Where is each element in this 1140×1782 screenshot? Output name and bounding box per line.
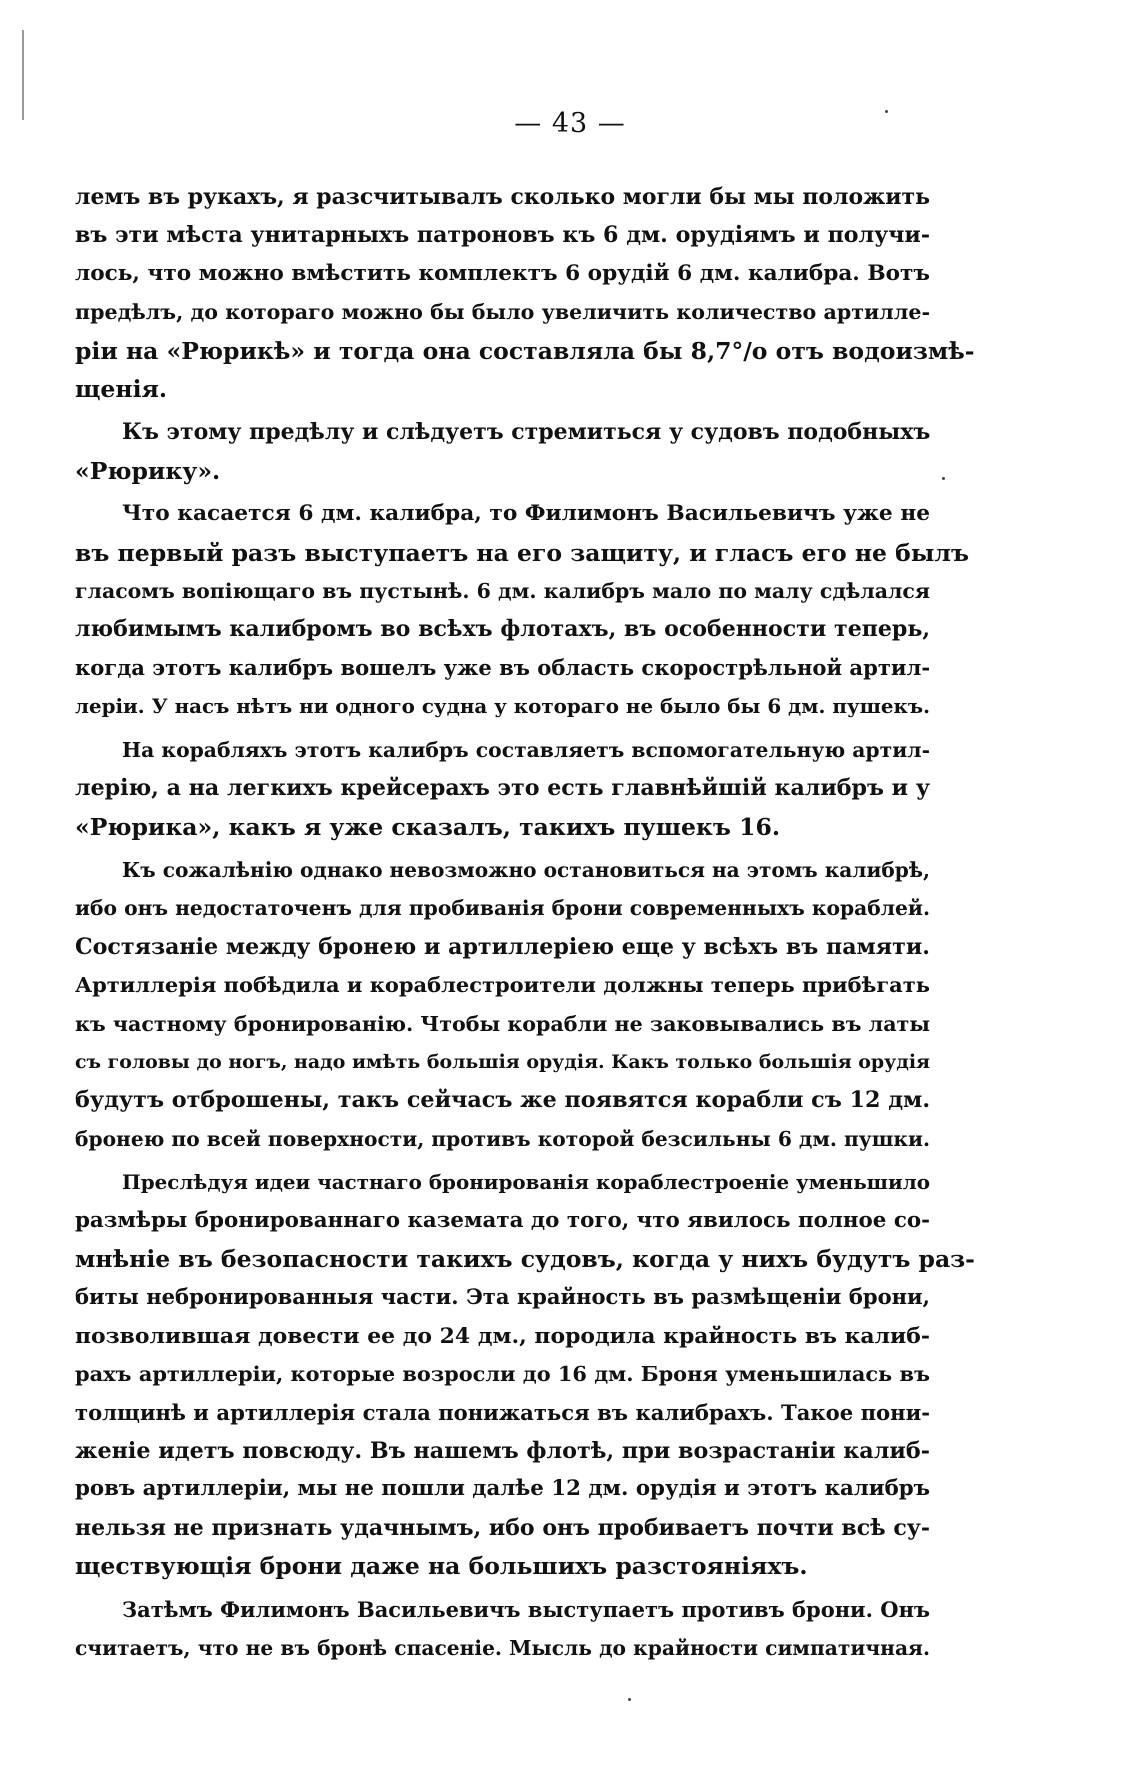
- text-line: бронею по всей поверхности, противъ которой безсильны 6 дм. пушки.: [75, 1126, 930, 1151]
- text-line: ществующія брони даже на большихъ разстояніяхъ.: [75, 1552, 808, 1581]
- page-body: [75, 178, 975, 1672]
- text-line: съ головы до ногъ, надо имѣть большія орудія. Какъ только большія орудія: [75, 1050, 930, 1073]
- text-line: считаетъ, что не въ бронѣ спасеніе. Мысль до крайности симпатичная.: [75, 1636, 930, 1661]
- text-line: лемъ въ рукахъ, я разсчитывалъ сколько могли бы мы положить: [75, 184, 930, 210]
- text-line: будутъ отброшены, такъ сейчасъ же появятся корабли съ 12 дм.: [75, 1087, 931, 1114]
- paragraph: [75, 178, 975, 408]
- text-line: позволившая довести ее до 24 дм., породила крайность въ калиб-: [75, 1322, 930, 1349]
- text-line: размѣры бронированнаго каземата до того, что явилось полное со-: [75, 1207, 930, 1233]
- text-line: Къ этому предѣлу и слѣдуетъ стремиться у судовъ подобныхъ: [122, 419, 931, 446]
- text-line: предѣлъ, до котораго можно бы было увеличить количество артилле-: [75, 300, 930, 325]
- paragraph: [75, 1591, 930, 1668]
- text-line: лось, что можно вмѣстить комплектъ 6 орудій 6 дм. калибра. Вотъ: [75, 260, 930, 286]
- text-line: въ первый разъ выступаетъ на его защиту, и гласъ его не былъ: [75, 538, 969, 567]
- text-line: толщинѣ и артиллерія стала понижаться въ калибрахъ. Такое пони-: [75, 1399, 930, 1425]
- text-line: Артиллерія побѣдила и кораблестроители должны теперь прибѣгать: [75, 972, 930, 998]
- text-line: къ частному бронированію. Чтобы корабли не заковывались въ латы: [75, 1011, 930, 1036]
- paragraph: [75, 495, 969, 725]
- text-line: леріи. У насъ нѣтъ ни одного судна у котораго не было бы 6 дм. пушекъ.: [75, 694, 930, 719]
- paragraph: [75, 413, 930, 490]
- text-line: Къ сожалѣнію однако невозможно остановиться на этомъ калибрѣ,: [122, 857, 930, 882]
- scan-speck: [942, 477, 945, 480]
- text-line: въ эти мѣста унитарныхъ патроновъ къ 6 дм. орудіямъ и получи-: [75, 222, 930, 249]
- scan-page-edge: [22, 30, 24, 120]
- text-line: биты небронированныя части. Эта крайность въ размѣщеніи брони,: [75, 1284, 930, 1310]
- text-line: любимымъ калибромъ во всѣхъ флотахъ, въ особенности теперь,: [75, 616, 930, 643]
- text-line: ріи на «Рюрикѣ» и тогда она составляла бы 8,7°/о отъ водоизмѣ-: [75, 336, 975, 365]
- text-line: «Рюрика», какъ я уже сказалъ, такихъ пушекъ 16.: [75, 812, 780, 841]
- text-line: Преслѣдуя идеи частнаго бронированія кораблестроеніе уменьшило: [122, 1170, 930, 1195]
- scan-speck: [628, 1698, 631, 1701]
- text-line: «Рюрику».: [75, 456, 221, 485]
- text-line: Затѣмъ Филимонъ Васильевичъ выступаетъ противъ брони. Онъ: [122, 1596, 930, 1622]
- text-line: женіе идетъ повсюду. Въ нашемъ флотѣ, при возрастаніи калиб-: [75, 1438, 930, 1464]
- text-line: рахъ артиллеріи, которые возросли до 16 дм. Броня уменьшилась въ: [75, 1361, 930, 1387]
- text-line: Состязаніе между бронею и артиллеріею еще у всѣхъ въ памяти.: [75, 933, 930, 960]
- page-number: — 43 —: [514, 108, 626, 139]
- text-line: щенія.: [75, 375, 168, 404]
- text-line: мнѣніе въ безопасности такихъ судовъ, когда у нихъ будутъ раз-: [75, 1244, 975, 1273]
- text-line: ровъ артиллеріи, мы не пошли далѣе 12 дм. орудія и этотъ калибръ: [75, 1476, 930, 1502]
- text-line: лерію, а на легкихъ крейсерахъ это есть главнѣйшій калибръ и у: [75, 775, 930, 802]
- text-line: когда этотъ калибръ вошелъ уже въ область скорострѣльной артил-: [75, 654, 931, 680]
- paragraph: [75, 1163, 975, 1585]
- text-line: На корабляхъ этотъ калибръ составляетъ вспомогательную артил-: [122, 737, 930, 762]
- text-line: гласомъ вопіющаго въ пустынѣ. 6 дм. калибръ мало по малу сдѣлался: [75, 579, 930, 604]
- text-line: Что касается 6 дм. калибра, то Филимонъ Васильевичъ уже не: [122, 501, 930, 527]
- text-line: ибо онъ недостаточенъ для пробиванія брони современныхъ кораблей.: [75, 896, 930, 921]
- paragraph: [75, 731, 930, 846]
- text-line: нельзя не признать удачнымъ, ибо онъ пробиваетъ почти всѣ су-: [75, 1514, 930, 1541]
- paragraph: [75, 851, 930, 1158]
